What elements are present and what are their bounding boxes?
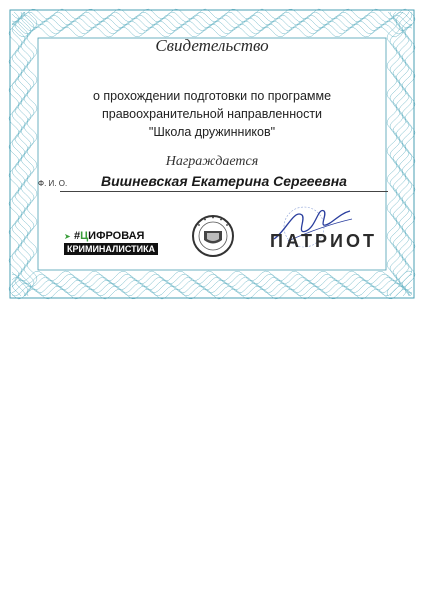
subtitle-line-1: о прохождении подготовки по программе <box>92 89 332 103</box>
recipient-name: Вишневская Екатерина Сергеевна <box>101 173 347 189</box>
fio-label: Ф. И. О. <box>38 179 68 188</box>
subtitle-line-2: правоохранительной направленности <box>101 107 323 121</box>
certificate-title: Свидетельство <box>155 36 269 55</box>
druzhina-emblem <box>191 214 235 258</box>
subtitle-line-3: "Школа дружинников" <box>148 125 276 139</box>
awarded-label: Награждается <box>165 154 259 169</box>
digital-forensics-logo <box>64 230 182 256</box>
certificate <box>8 8 416 300</box>
logo-row-1: #ЦИФРОВАЯ <box>74 230 145 242</box>
logo-row-2: КРИМИНАЛИСТИКА <box>64 243 158 255</box>
patriot-brand: ПАТРИОТ <box>270 231 377 251</box>
fio-underline <box>60 191 388 192</box>
logo-arrow-icon: ➤ <box>64 232 71 241</box>
